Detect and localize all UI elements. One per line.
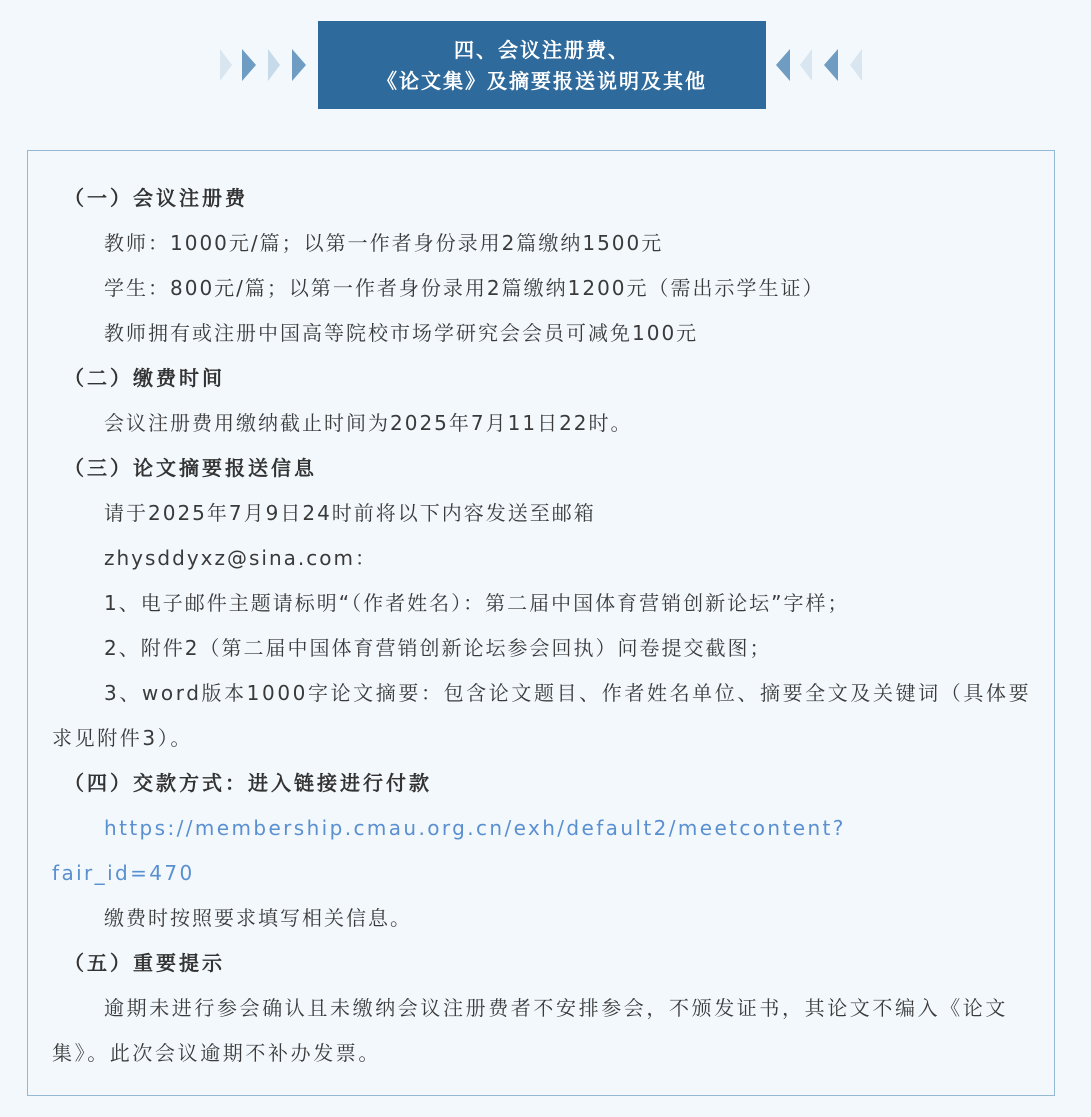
heading-payment-time: （二）缴费时间 [64,366,225,390]
submission-email: zhysddyxz@sina.com： [104,546,377,570]
info-content [52,176,1032,1076]
payment-link[interactable]: https://membership.cmau.org.cn/exh/default2/meetcontent? [104,816,846,840]
submission-deadline: 请于2025年7月9日24时前将以下内容发送至邮箱 [104,501,596,525]
payment-link-continued[interactable]: fair_id=470 [52,861,195,885]
section-header [0,0,1091,130]
fee-member-discount: 教师拥有或注册中国高等院校市场学研究会会员可减免100元 [104,321,699,345]
submission-item-2: 2、附件2（第二届中国体育营销创新论坛参会回执）问卷提交截图； [104,636,772,660]
left-arrows-decoration [216,44,316,86]
heading-payment-method: （四）交款方式：进入链接进行付款 [64,771,432,795]
fee-student: 学生：800元/篇；以第一作者身份录用2篇缴纳1200元（需出示学生证） [104,276,825,300]
payment-deadline: 会议注册费用缴纳截止时间为2025年7月11日22时。 [104,411,633,435]
important-notice-text: 逾期未进行参会确认且未缴纳会议注册费者不安排参会，不颁发证书，其论文不编入《论文集》。此次会议逾期不补办发票。 [52,996,1008,1065]
heading-registration-fee: （一）会议注册费 [64,186,248,210]
section-title-line1: 四、会议注册费、 [454,38,630,62]
fee-teacher: 教师：1000元/篇；以第一作者身份录用2篇缴纳1500元 [104,231,664,255]
heading-abstract-submission: （三）论文摘要报送信息 [64,456,317,480]
section-title-box [318,21,766,109]
payment-instruction: 缴费时按照要求填写相关信息。 [104,906,412,930]
submission-item-3: 3、word版本1000字论文摘要：包含论文题目、作者姓名单位、摘要全文及关键词（具体要求见附件3）。 [52,681,1032,750]
info-card [27,150,1055,1096]
submission-item-1: 1、电子邮件主题请标明“（作者姓名）：第二届中国体育营销创新论坛”字样； [104,591,850,615]
heading-important-notice: （五）重要提示 [64,951,225,975]
section-title-line2: 《论文集》及摘要报送说明及其他 [377,69,707,93]
right-arrows-decoration [772,44,872,86]
